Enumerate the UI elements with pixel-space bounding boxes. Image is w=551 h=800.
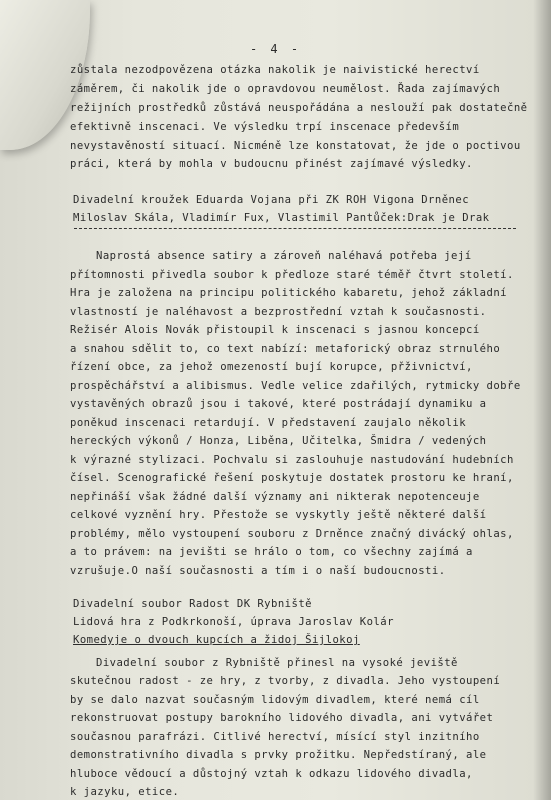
text-line: vystavěných obrazů jsou i takové, které postrádají dynamiku a xyxy=(70,398,487,410)
text-line: demonstrativního divadla s prvky prožitku. Nepředstíraný, ale xyxy=(70,749,487,761)
text-line: řízení obce, za jehož omezeností bují korupce, přživnictví, xyxy=(70,361,473,373)
text-line: skutečnou radost - ze hry, z tvorby, z divadla. Jeho vystoupení xyxy=(70,675,501,687)
text-line: režijních prostředků zůstává neuspořádána a neslouží pak dostatečně xyxy=(70,102,528,114)
text-line: Režisér Alois Novák přistoupil k inscenaci s jasnou koncepcí xyxy=(70,324,480,336)
text-line: problémy, mělo vystoupení souboru z Drněnce značný divácký ohlas, xyxy=(70,528,514,540)
text-line: k jazyku, etice. xyxy=(70,786,180,798)
text-line: a snahou sdělit to, co text nabízí: metaforický obraz strnulého xyxy=(70,343,501,355)
text-line: celkové vyznění hry. Přestože se vyskytly ještě některé další xyxy=(70,509,487,521)
text-line: záměrem, či nakolik jde o opravdovou neumělost. Řada zajímavých xyxy=(70,83,501,95)
text-line: k výrazné stylizaci. Pochvalu si zaslouhuje nastudování hudebních xyxy=(70,454,514,466)
page-number: - 4 - xyxy=(249,42,302,56)
section-heading: Miloslav Skála, Vladimír Fux, Vlastimil Pantůček:Drak je Drak xyxy=(73,212,490,224)
section-heading: Lidová hra z Podkrkonoší, úprava Jaroslav Kolár xyxy=(73,616,394,628)
text-line: přítomnosti přivedla soubor k předloze staré téměř čtvrt století. xyxy=(70,269,514,281)
text-line: efektivně inscenaci. Ve výsledku trpí inscenace především xyxy=(70,121,460,133)
section-heading: Divadelní kroužek Eduarda Vojana při ZK ROH Vigona Drněnec xyxy=(73,194,470,206)
text-line: čísel. Scenografické řešení poskytuje dostatek prostoru ke hraní, xyxy=(70,472,514,484)
text-line: zůstala nezodpovězena otázka nakolik je naivistické herectví xyxy=(70,64,480,76)
page-edge-shadow xyxy=(533,0,551,800)
text-line: prospěchářství a alibismus. Vedle velice zdařilých, rytmicky dobře xyxy=(70,380,521,392)
text-line: rekonstruovat postupy barokního lidového divadla, ani vytvářet xyxy=(70,712,494,724)
text-line: Divadelní soubor z Rybniště přinesl na vysoké jeviště xyxy=(96,657,458,669)
text-line: Naprostá absence satiry a zároveň naléhavá potřeba její xyxy=(96,250,472,262)
text-line: vlastností je naléhavost a bezprostřední vztah k současnosti. xyxy=(70,306,487,318)
text-line: hereckých výkonů / Honza, Liběna, Učitelka, Šmidra / vedených xyxy=(70,435,487,447)
play-title: Komedyje o dvouch kupcích a židoj Šijlokoj xyxy=(73,634,360,646)
text-line: Hra je založena na principu politického kabaretu, jehož základní xyxy=(70,287,507,299)
text-line: a to právem: na jevišti se hrálo o tom, co všechny zajímá a xyxy=(70,546,473,558)
text-line: nevystavěností situací. Nicméně lze konstatovat, že jde o poctivou xyxy=(70,140,521,152)
text-line: práci, která by mohla v budoucnu přinést zajímavé výsledky. xyxy=(70,158,473,170)
text-line: vzrušuje.O naší současnosti a tím i o naší budoucnosti. xyxy=(70,565,446,577)
text-line: hluboce vědoucí a důstojný vztah k odkazu lidového divadla, xyxy=(70,768,473,780)
section-heading: Divadelní soubor Radost DK Rybniště xyxy=(73,598,312,610)
text-line: současnou parafrázi. Citlivé herectví, mísící styl inzitního xyxy=(70,731,480,743)
text-line: poněkud inscenaci retardují. V představení zaujalo několik xyxy=(70,417,467,429)
heading-divider xyxy=(74,228,516,229)
text-line: by se dalo nazvat současným lidovým divadlem, které nemá cíl xyxy=(70,694,480,706)
text-line: nepřináší však žádné další významy ani nikterak nepotenceuje xyxy=(70,491,480,503)
